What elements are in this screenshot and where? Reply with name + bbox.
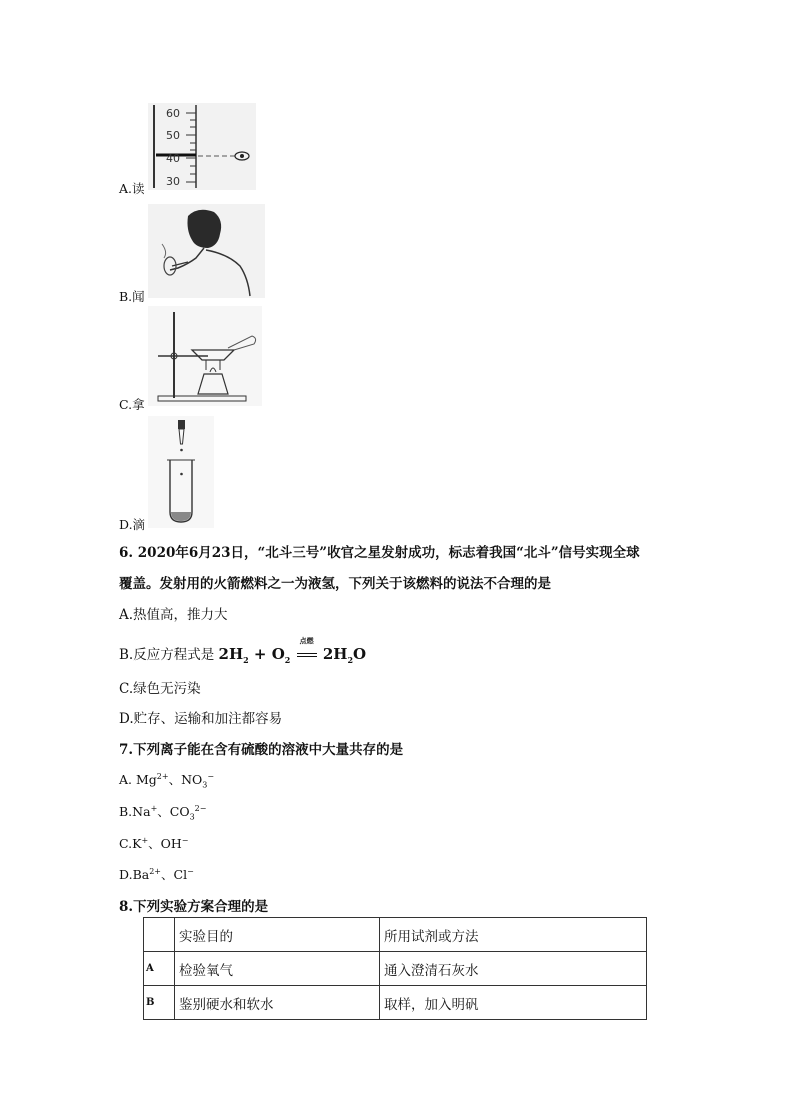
table-header-cell: 所用试剂或方法 xyxy=(380,918,647,952)
tick-label: 30 xyxy=(166,175,180,188)
tick-label: 40 xyxy=(166,152,180,165)
evaporation-drawing xyxy=(148,306,262,406)
q8-stem: 8.下列实验方案合理的是 xyxy=(119,899,269,915)
table-header-cell xyxy=(144,918,175,952)
table-cell: B xyxy=(144,986,175,1020)
option-d-label: D.滴 xyxy=(119,517,146,532)
q6-option-b-prefix: B.反应方程式是 xyxy=(119,647,215,663)
q8-table xyxy=(143,917,647,1020)
tick-label: 50 xyxy=(166,129,180,142)
q6-option-b xyxy=(119,636,367,665)
q7-option-d: $D.Ba^{2+}$、Cl− xyxy=(119,866,194,882)
reaction-equation: $2H_2 + O_2$ 点燃 $2H_2O$ xyxy=(218,636,367,665)
cylinder-reading-drawing xyxy=(148,103,256,190)
figure-evaporation xyxy=(148,306,262,406)
reaction-condition: 点燃 xyxy=(299,636,314,645)
table-cell: 检验氧气 xyxy=(175,952,380,986)
table-header-row xyxy=(144,918,647,952)
table-row xyxy=(144,952,647,986)
q6-option-c: C.绿色无污染 xyxy=(119,681,201,697)
q6-option-a: A.热值高，推力大 xyxy=(119,607,228,623)
q6-stem-line2: 覆盖。发射用的火箭燃料之一为液氢，下列关于该燃料的说法不合理的是 xyxy=(119,576,551,592)
table-cell: 鉴别硬水和软水 xyxy=(175,986,380,1020)
table-cell: A xyxy=(144,952,175,986)
dropping-drawing xyxy=(148,416,214,528)
q7-option-b: B.Na+、$CO_3^{2-}$ xyxy=(119,803,207,822)
table-cell: 通入澄清石灰水 xyxy=(380,952,647,986)
option-a-label: A.读 xyxy=(119,181,145,196)
q7-stem: 7.下列离子能在含有硫酸的溶液中大量共存的是 xyxy=(119,742,404,758)
smelling-drawing xyxy=(148,204,265,298)
figure-smelling xyxy=(148,204,265,298)
figure-dropping xyxy=(148,416,214,528)
table-row xyxy=(144,986,647,1020)
option-c-label: C.拿 xyxy=(119,397,145,412)
figure-cylinder-reading xyxy=(148,103,256,190)
tick-label: 60 xyxy=(166,107,180,120)
q7-option-c: C.K+、OH− xyxy=(119,835,189,851)
q6-option-d: D.贮存、运输和加注都容易 xyxy=(119,711,283,727)
q7-option-a: A. $Mg^{2+}$、$NO_3^-$ xyxy=(119,771,215,790)
table-cell: 取样，加入明矾 xyxy=(380,986,647,1020)
option-b-label: B.闻 xyxy=(119,289,145,304)
q6-stem-line1: 6. 2020年6月23日，“北斗三号”收官之星发射成功，标志着我国“北斗”信号实现全球 xyxy=(119,545,640,561)
table-header-cell: 实验目的 xyxy=(175,918,380,952)
